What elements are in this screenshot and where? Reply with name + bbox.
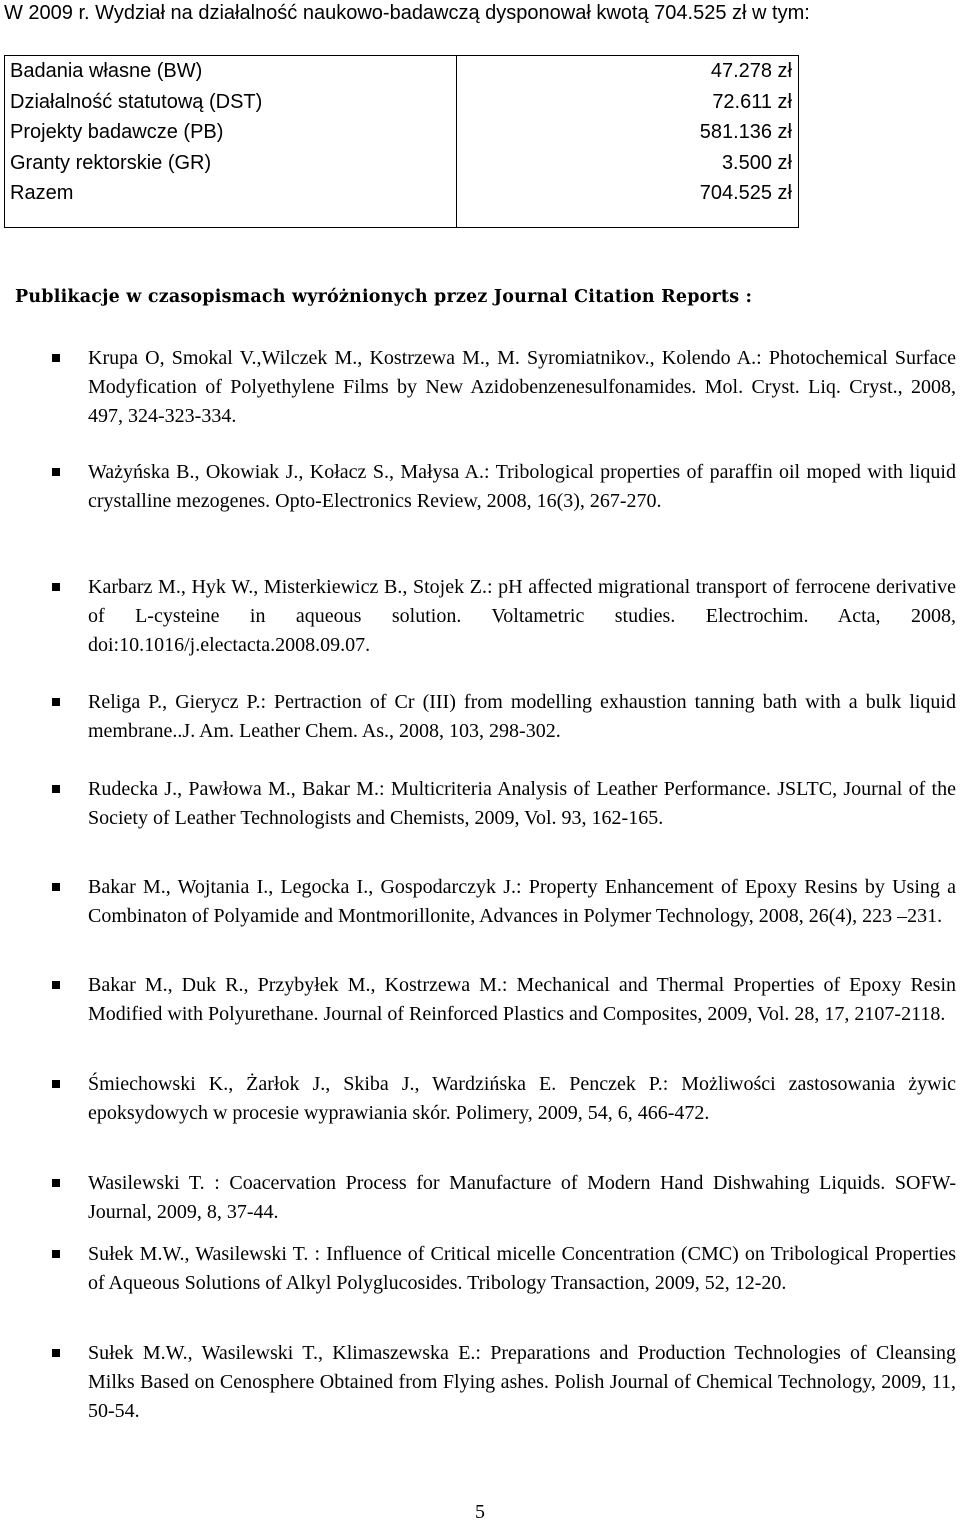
publication-citation: Bakar M., Duk R., Przybyłek M., Kostrzewa M.: Mechanical and Thermal Properties of Epoxy Resin Modified with Polyurethane. Journal of Reinforced Plastics and Composites, 2009, Vol. 28, 17, 2107-2118. <box>88 974 956 1025</box>
publication-citation: Karbarz M., Hyk W., Misterkiewicz B., Stojek Z.: pH affected migrational transport of ferrocene derivative of L-cysteine in aqueous solution. Voltametric studies. Electrochim. Acta, 2008, doi:10.1016/j.electacta.2008.09.07. <box>88 576 956 656</box>
funding-label: Działalność statutową (DST) <box>10 90 263 113</box>
funding-amount: 3.500 zł <box>721 151 792 174</box>
funding-label-total: Razem <box>10 182 74 204</box>
publication-citation: Bakar M., Wojtania I., Legocka I., Gospodarczyk J.: Property Enhancement of Epoxy Resins by Using a Combinaton of Polyamide and Montmorillonite, Advances in Polymer Technology, 2008, 26(4), 223 –231. <box>88 876 956 927</box>
funding-amount: 72.611 zł <box>712 90 792 113</box>
publication-citation: Ważyńska B., Okowiak J., Kołacz S., Małysa A.: Tribological properties of paraffin oil moped with liquid crystalline mezogenes. Opto-Electronics Review, 2008, 16(3), 267-270. <box>88 461 956 512</box>
square-bullet-icon <box>52 1349 60 1357</box>
publication-citation: Rudecka J., Pawłowa M., Bakar M.: Multicriteria Analysis of Leather Performance. JSLTC, Journal of the Society of Leather Technologists and Chemists, 2009, Vol. 93, 162-165. <box>88 778 956 829</box>
publication-citation: Sułek M.W., Wasilewski T. : Influence of Critical micelle Concentration (CMC) on Tribological Properties of Aqueous Solutions of Alkyl Polyglucosides. Tribology Transaction, 2009, 52, 12-20. <box>88 1243 956 1294</box>
publication-citation: Religa P., Gierycz P.: Pertraction of Cr (III) from modelling exhaustion tanning bath with a bulk liquid membrane..J. Am. Leather Chem. As., 2008, 103, 298-302. <box>88 691 956 742</box>
publication-citation: Śmiechowski K., Żarłok J., Skiba J., Wardzińska E. Penczek P.: Możliwości zastosowania żywic epoksydowych w procesie wyprawiania skór. Polimery, 2009, 54, 6, 466-472. <box>88 1073 956 1124</box>
square-bullet-icon <box>52 981 60 989</box>
square-bullet-icon <box>52 468 60 476</box>
funding-label: Projekty badawcze (PB) <box>10 121 224 143</box>
square-bullet-icon <box>52 1080 60 1088</box>
page-number: 5 <box>475 1501 485 1523</box>
funding-table <box>4 55 799 228</box>
funding-label: Granty rektorskie (GR) <box>10 151 212 174</box>
funding-label: Badania własne (BW) <box>10 60 203 82</box>
publications-heading: Publikacje w czasopismach wyróżnionych przez Journal Citation Reports : <box>15 287 753 307</box>
square-bullet-icon <box>52 1250 60 1258</box>
square-bullet-icon <box>52 883 60 891</box>
square-bullet-icon <box>52 583 60 591</box>
square-bullet-icon <box>52 354 60 362</box>
intro-text: W 2009 r. Wydział na działalność naukowo-badawczą dysponował kwotą 704.525 zł w tym: <box>4 2 810 24</box>
publication-citation: Krupa O, Smokal V.,Wilczek M., Kostrzewa M., M. Syromiatnikov., Kolendo A.: Photochemical Surface Modyfication of Polyethylene Films by New Azidobenzenesulfonamides. Mol. Cryst. Liq. Cryst., 2008, 497, 324-323-334. <box>88 347 956 427</box>
funding-labels-column <box>5 56 457 227</box>
square-bullet-icon <box>52 698 60 706</box>
funding-amount: 47.278 zł <box>710 60 792 82</box>
square-bullet-icon <box>52 1179 60 1187</box>
square-bullet-icon <box>52 785 60 793</box>
funding-amount-total: 704.525 zł <box>699 182 792 204</box>
publication-citation: Sułek M.W., Wasilewski T., Klimaszewska E.: Preparations and Production Technologies of Cleansing Milks Based on Cenosphere Obtained from Flying ashes. Polish Journal of Chemical Technology, 2009, 11, 50-54. <box>88 1342 956 1422</box>
funding-amounts-column <box>457 56 798 227</box>
funding-amount: 581.136 zł <box>699 121 792 143</box>
publication-citation: Wasilewski T. : Coacervation Process for Manufacture of Modern Hand Dishwahing Liquids. SOFW-Journal, 2009, 8, 37-44. <box>88 1172 956 1223</box>
